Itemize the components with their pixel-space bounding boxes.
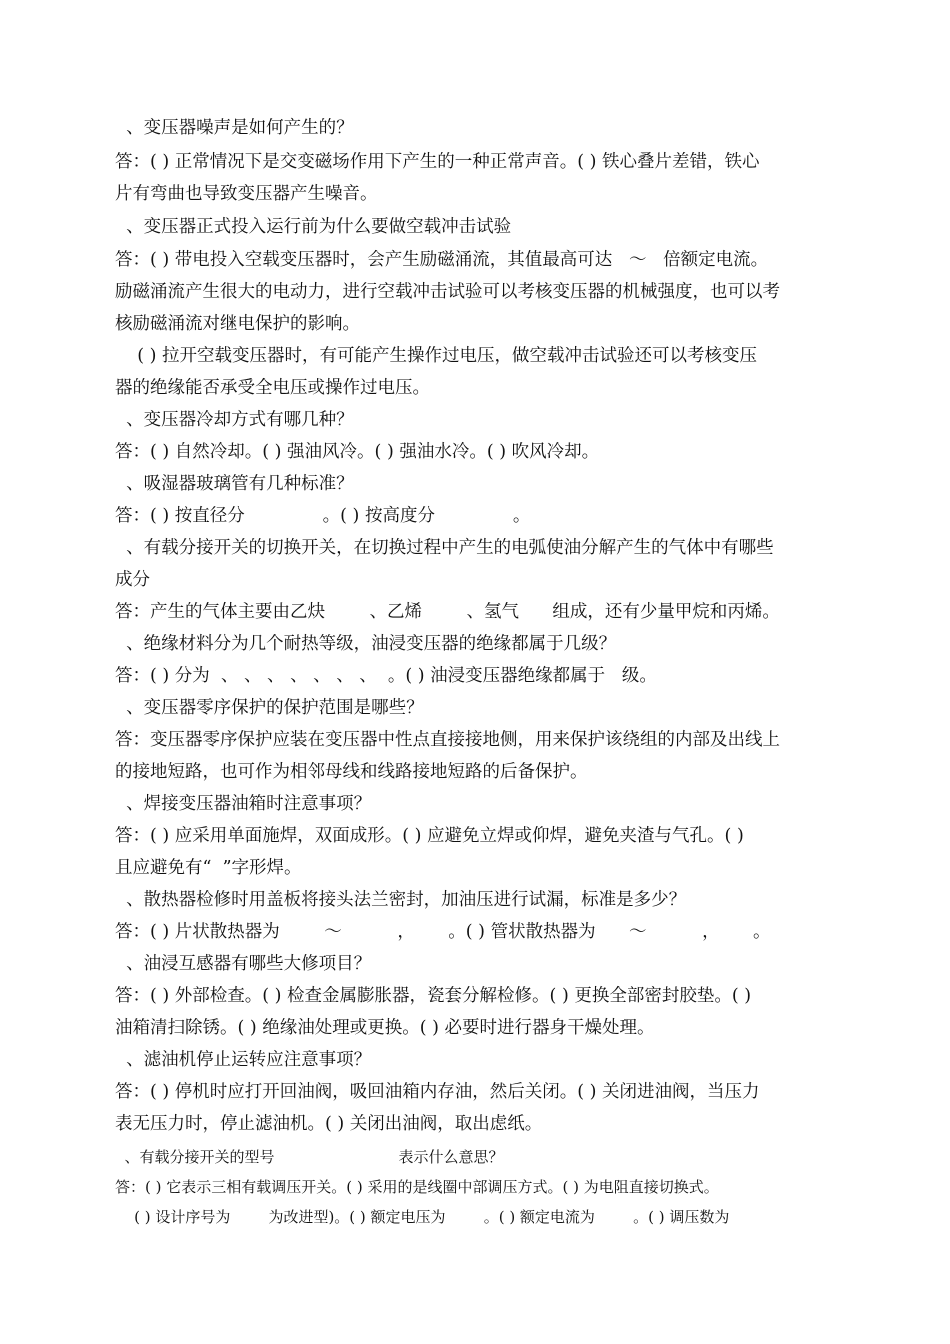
answer-2-line-5: 器的绝缘能否承受全电压或操作过电压。 bbox=[115, 378, 430, 398]
question-2: 、变压器正式投入运行前为什么要做空载冲击试验 bbox=[115, 217, 512, 237]
question-7: 、变压器零序保护的保护范围是哪些？ bbox=[115, 698, 424, 718]
answer-8-line-1: 答：( ) 应采用单面施焊，双面成形。( ) 应避免立焊或仰焊，避免夹渣与气孔。( ) bbox=[115, 826, 744, 846]
answer-9: 答：( ) 片状散热器为 ～ ， 。( ) 管状散热器为 ～ ， 。 bbox=[115, 922, 771, 942]
question-8: 、焊接变压器油箱时注意事项？ bbox=[115, 794, 372, 814]
answer-2-line-2: 励磁涌流产生很大的电动力，进行空载冲击试验可以考核变压器的机械强度，也可以考 bbox=[115, 282, 780, 302]
question-6: 、绝缘材料分为几个耐热等级，油浸变压器的绝缘都属于几级？ bbox=[115, 634, 617, 654]
question-9: 、散热器检修时用盖板将接头法兰密封，加油压进行试漏，标准是多少？ bbox=[115, 890, 687, 910]
question-4: 、吸湿器玻璃管有几种标准？ bbox=[115, 474, 354, 494]
answer-1-line-2: 片有弯曲也导致变压器产生噪音。 bbox=[115, 184, 378, 204]
question-1: 、变压器噪声是如何产生的？ bbox=[115, 118, 354, 138]
answer-8-line-2: 且应避免有“ ”字形焊。 bbox=[115, 858, 302, 878]
question-5-line-2: 成分 bbox=[115, 570, 150, 590]
answer-12-line-1: 答：( ) 它表示三相有载调压开关。( ) 采用的是线圈中部调压方式。( ) 为电阻直接切换式。 bbox=[115, 1178, 719, 1196]
answer-2-line-4: ( ) 拉开空载变压器时，有可能产生操作过电压，做空载冲击试验还可以考核变压 bbox=[115, 346, 758, 366]
answer-2-line-1: 答：( ) 带电投入空载变压器时，会产生励磁涌流，其值最高可达 ～ 倍额定电流。 bbox=[115, 250, 769, 270]
answer-7-line-2: 的接地短路，也可作为相邻母线和线路接地短路的后备保护。 bbox=[115, 762, 588, 782]
answer-3: 答：( ) 自然冷却。( ) 强油风冷。( ) 强油水冷。( ) 吹风冷却。 bbox=[115, 442, 600, 462]
question-5-line-1: 、有载分接开关的切换开关，在切换过程中产生的电弧使油分解产生的气体中有哪些 bbox=[115, 538, 774, 558]
answer-5: 答：产生的气体主要由乙炔 、乙烯 、氢气 组成，还有少量甲烷和丙烯。 bbox=[115, 602, 780, 622]
answer-2-line-3: 核励磁涌流对继电保护的影响。 bbox=[115, 314, 360, 334]
question-11: 、滤油机停止运转应注意事项？ bbox=[115, 1050, 372, 1070]
answer-1-line-1: 答：( ) 正常情况下是交变磁场作用下产生的一种正常声音。( ) 铁心叠片差错，铁心 bbox=[115, 152, 760, 172]
answer-10-line-2: 油箱清扫除锈。( ) 绝缘油处理或更换。( ) 必要时进行器身干燥处理。 bbox=[115, 1018, 655, 1038]
question-10: 、油浸互感器有哪些大修项目？ bbox=[115, 954, 372, 974]
answer-12-line-2: ( ) 设计序号为 为改进型)。( ) 额定电压为 。( ) 额定电流为 。( ) 调压数为 bbox=[115, 1208, 730, 1226]
question-3: 、变压器冷却方式有哪几种？ bbox=[115, 410, 354, 430]
answer-11-line-2: 表无压力时，停止滤油机。( ) 关闭出油阀，取出虑纸。 bbox=[115, 1114, 543, 1134]
answer-7-line-1: 答：变压器零序保护应装在变压器中性点直接接地侧，用来保护该绕组的内部及出线上 bbox=[115, 730, 780, 750]
answer-11-line-1: 答：( ) 停机时应打开回油阀，吸回油箱内存油，然后关闭。( ) 关闭进油阀，当压力 bbox=[115, 1082, 760, 1102]
answer-10-line-1: 答：( ) 外部检查。( ) 检查金属膨胀器，瓷套分解检修。( ) 更换全部密封胶垫。( ) bbox=[115, 986, 752, 1006]
answer-4: 答：( ) 按直径分 。( ) 按高度分 。 bbox=[115, 506, 531, 526]
answer-6: 答：( ) 分为 、 、 、 、 、 、 、 。( ) 油浸变压器绝缘都属于 级。 bbox=[115, 666, 657, 686]
question-12: 、有载分接开关的型号 表示什么意思？ bbox=[115, 1148, 504, 1166]
